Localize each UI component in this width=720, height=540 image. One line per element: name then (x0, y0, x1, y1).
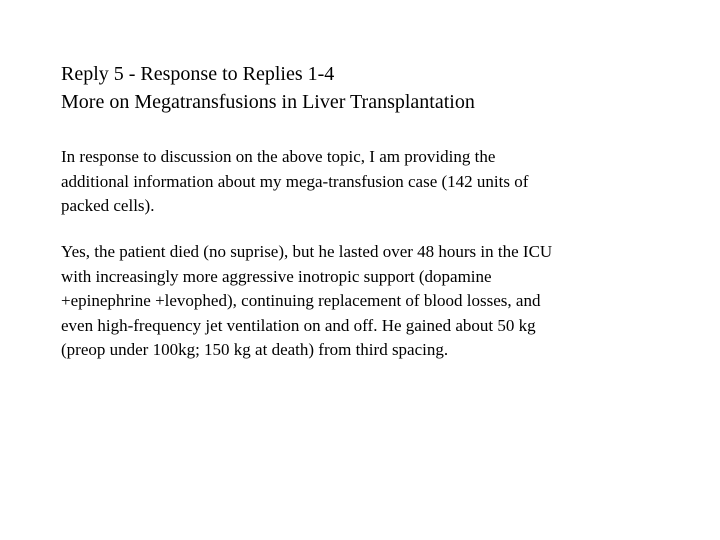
heading-title: Reply 5 - Response to Replies 1-4 (61, 63, 335, 85)
paragraph-line: In response to discussion on the above topic, I am providing the (61, 147, 496, 166)
paragraph-line: (preop under 100kg; 150 kg at death) from third spacing. (61, 340, 449, 359)
paragraph-line: with increasingly more aggressive inotropic support (dopamine (61, 266, 492, 286)
paragraph-intro (61, 145, 661, 219)
paragraph-line: additional information about my mega-transfusion case (142 units of (61, 171, 529, 191)
document-heading (61, 60, 681, 116)
paragraph-outcome (61, 240, 661, 363)
paragraph-line: Yes, the patient died (no suprise), but he lasted over 48 hours in the ICU (61, 242, 553, 261)
paragraph-line: packed cells). (61, 196, 155, 215)
paragraph-line: +epinephrine +levophed), continuing replacement of blood losses, and (61, 291, 541, 310)
heading-subtitle: More on Megatransfusions in Liver Transplantation (61, 91, 475, 113)
paragraph-line: even high-frequency jet ventilation on and off. He gained about 50 kg (61, 315, 536, 335)
